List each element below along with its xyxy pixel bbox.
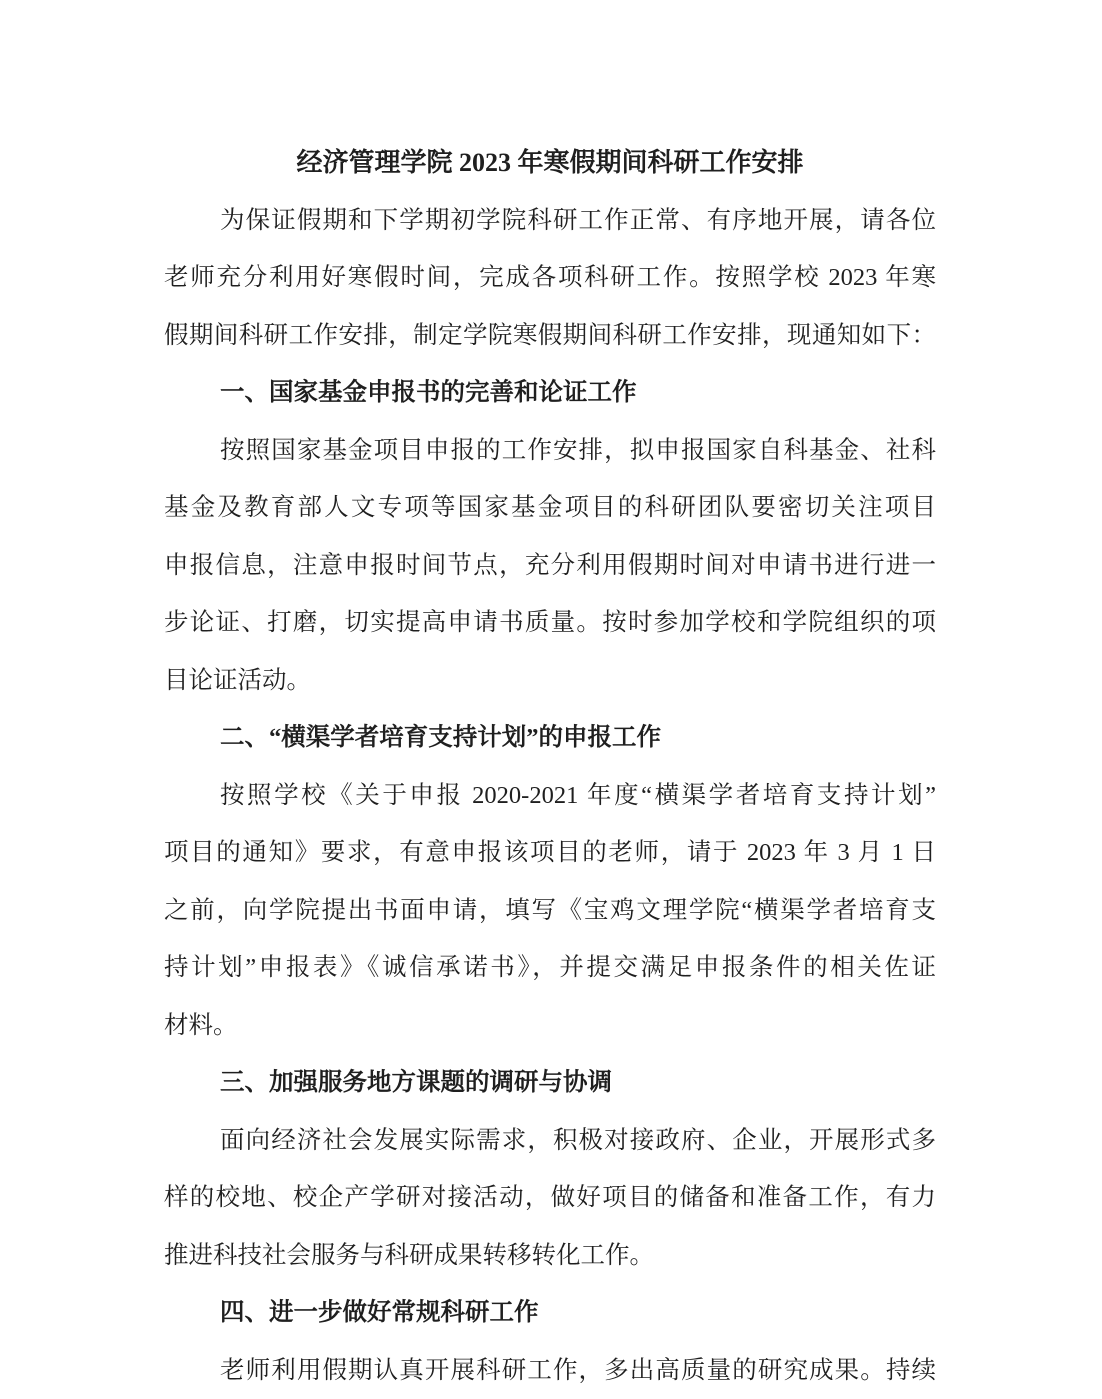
paragraph-text-line: 老师利用假期认真开展科研工作，多出高质量的研究成果。持续 [164, 1342, 936, 1399]
paragraph-text-line: 假期间科研工作安排，制定学院寒假期间科研工作安排，现通知如下： [164, 307, 936, 365]
paragraph-text-line: 申报信息，注意申报时间节点，充分利用假期时间对申请书进行进一 [164, 537, 936, 595]
paragraph-text-line: 材料。 [164, 997, 936, 1055]
document-title-line: 经济管理学院 2023 年寒假期间科研工作安排 [164, 134, 936, 192]
paragraph-text-line: 项目的通知》要求，有意申报该项目的老师，请于 2023 年 3 月 1 日 [164, 824, 936, 882]
section-heading-line: 二、“横渠学者培育支持计划”的申报工作 [164, 709, 936, 767]
paragraph-text-line: 目论证活动。 [164, 652, 936, 710]
paragraph-text-line: 推进科技社会服务与科研成果转移转化工作。 [164, 1227, 936, 1285]
paragraph-text-line: 样的校地、校企产学研对接活动，做好项目的储备和准备工作，有力 [164, 1169, 936, 1227]
paragraph-text-line: 老师充分利用好寒假时间，完成各项科研工作。按照学校 2023 年寒 [164, 249, 936, 307]
paragraph-text-line: 为保证假期和下学期初学院科研工作正常、有序地开展，请各位 [164, 192, 936, 250]
section-heading-line: 三、加强服务地方课题的调研与协调 [164, 1054, 936, 1112]
paragraph-text-line: 面向经济社会发展实际需求，积极对接政府、企业，开展形式多 [164, 1112, 936, 1170]
paragraph-text-line: 持计划”申报表》《诚信承诺书》，并提交满足申报条件的相关佐证 [164, 939, 936, 997]
section-heading-line: 一、国家基金申报书的完善和论证工作 [164, 364, 936, 422]
section-heading-line: 四、进一步做好常规科研工作 [164, 1284, 936, 1342]
paragraph-text-line: 之前，向学院提出书面申请，填写《宝鸡文理学院“横渠学者培育支 [164, 882, 936, 940]
paragraph-text-line: 步论证、打磨，切实提高申请书质量。按时参加学校和学院组织的项 [164, 594, 936, 652]
paragraph-text-line: 按照学校《关于申报 2020-2021 年度“横渠学者培育支持计划” [164, 767, 936, 825]
paragraph-text-line: 按照国家基金项目申报的工作安排，拟申报国家自科基金、社科 [164, 422, 936, 480]
document-page [164, 134, 936, 1399]
paragraph-text-line: 基金及教育部人文专项等国家基金项目的科研团队要密切关注项目 [164, 479, 936, 537]
